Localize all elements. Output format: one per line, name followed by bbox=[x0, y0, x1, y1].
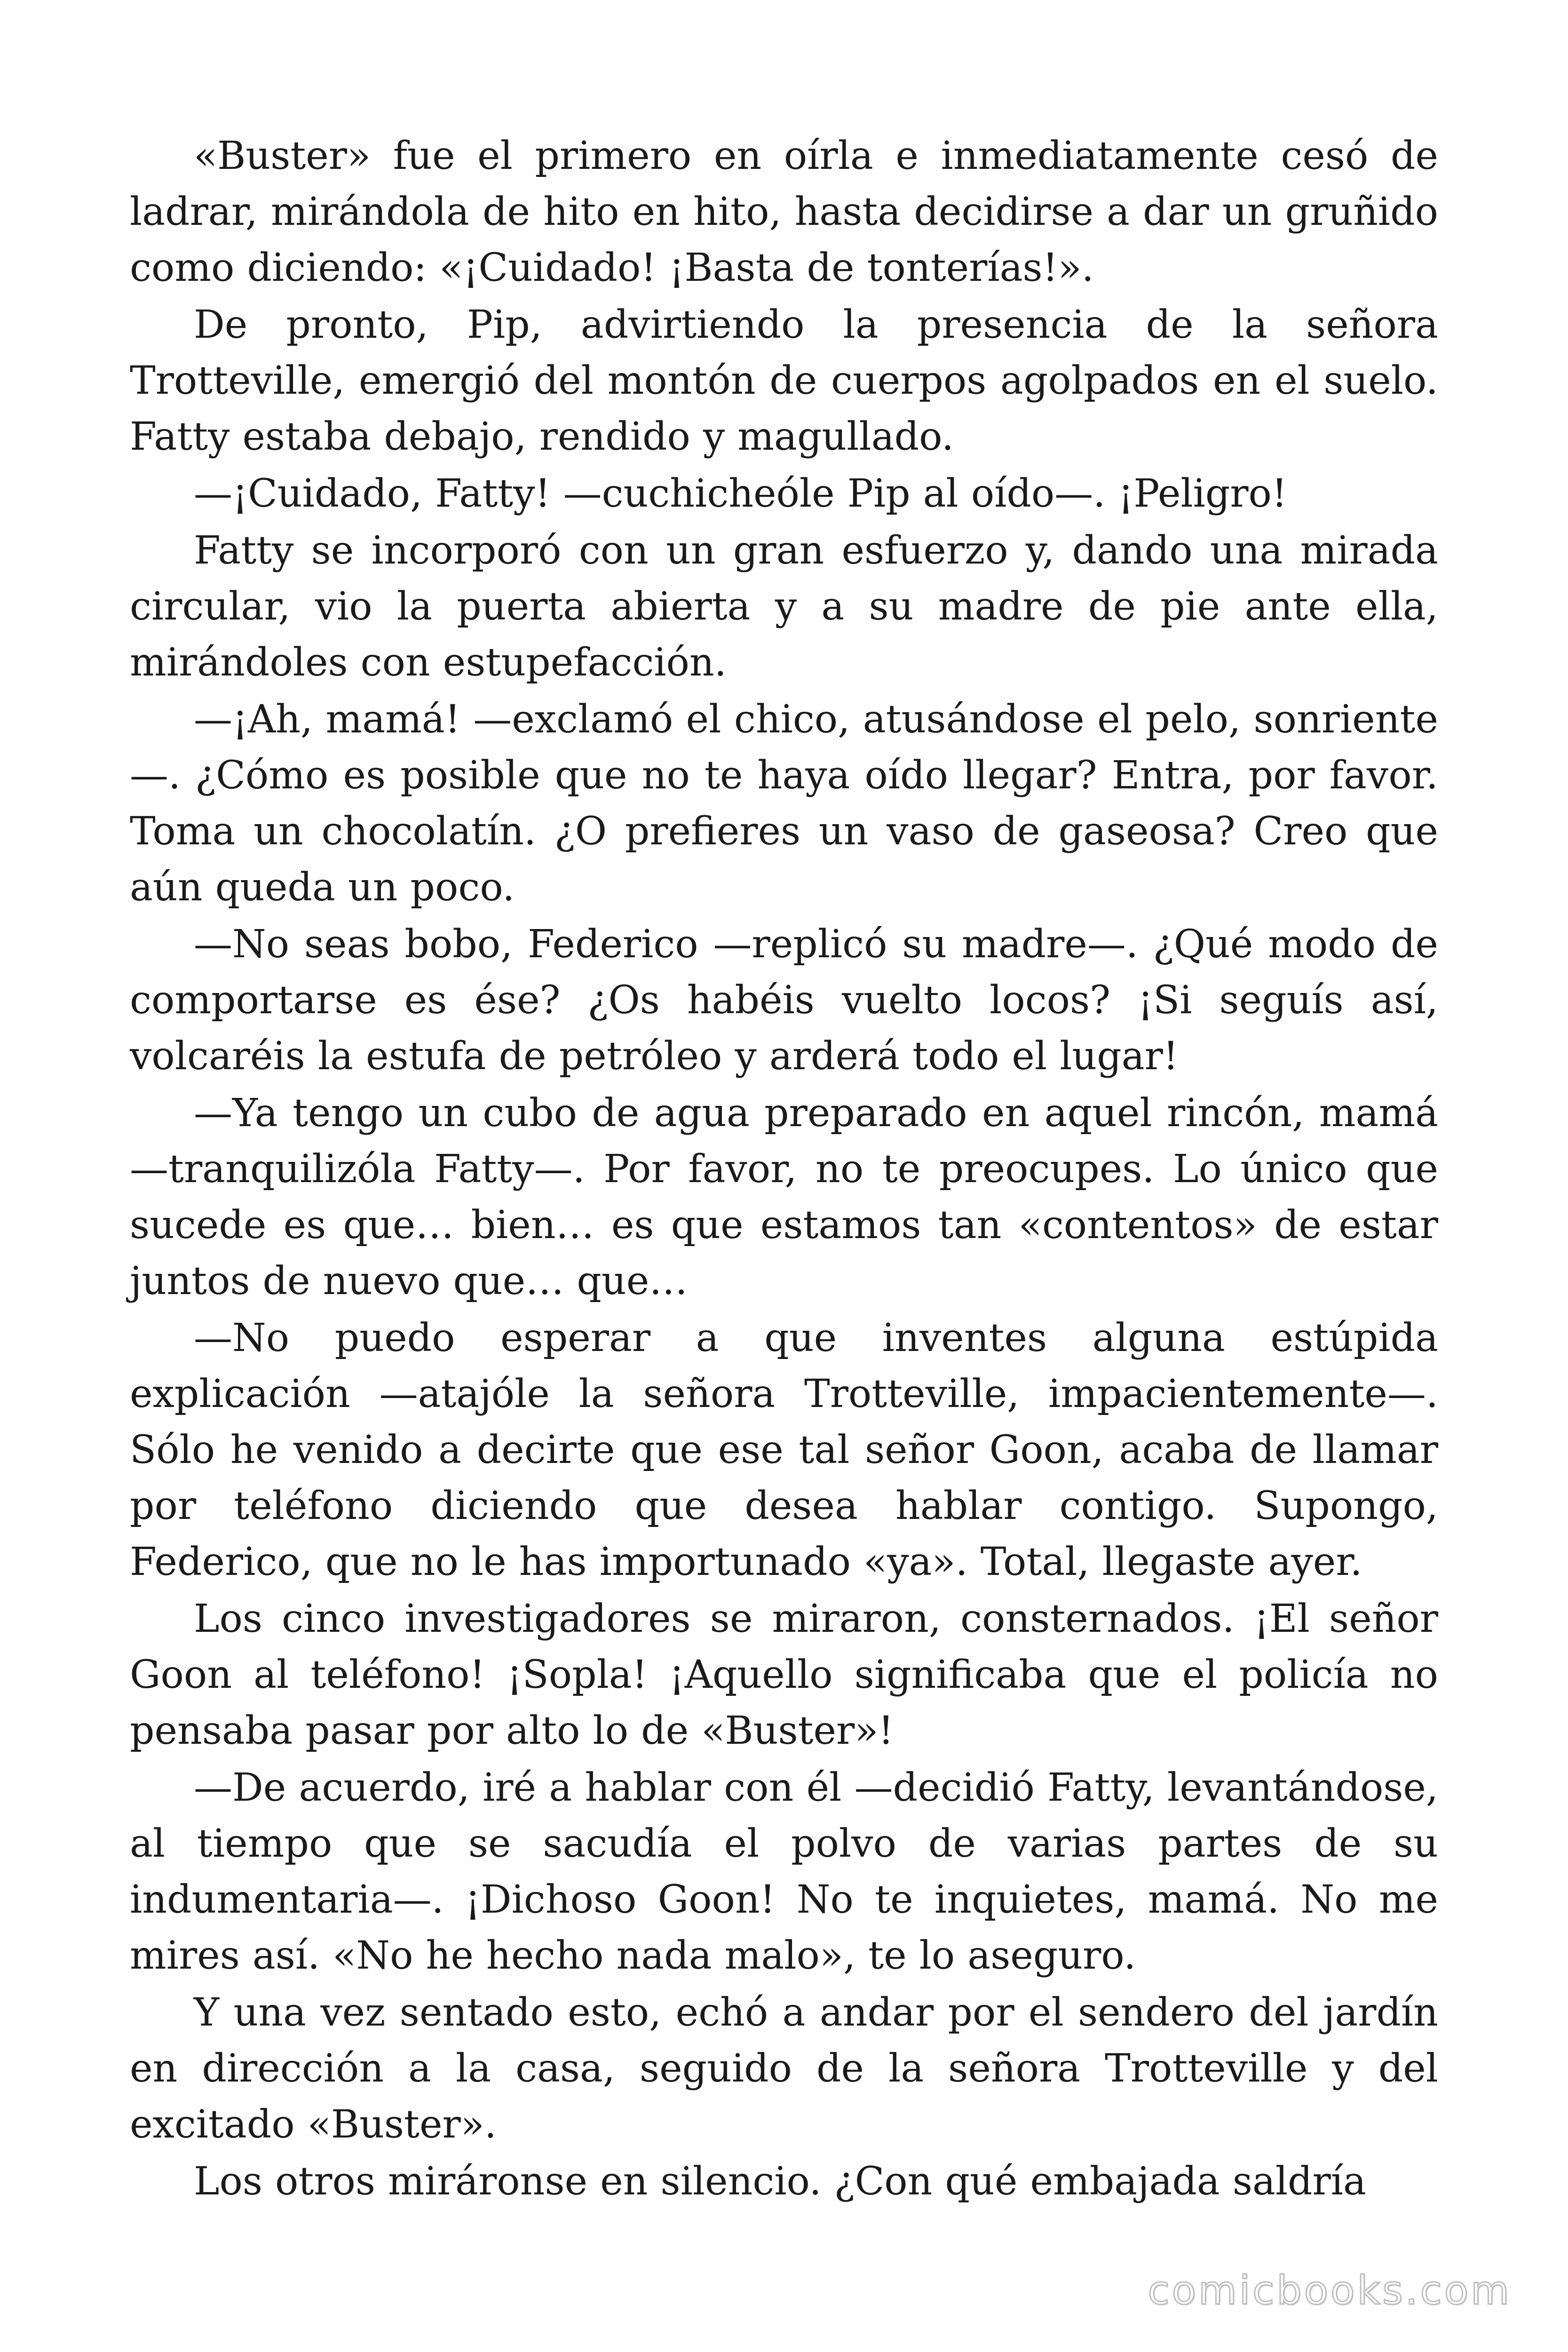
paragraph: Y una vez sentado esto, echó a andar por el sendero del jardín en dirección a la casa, seguido de la señora Trotteville y del excitado «Buster». bbox=[130, 1990, 1438, 2147]
paragraph: —De acuerdo, iré a hablar con él —decidió Fatty, levantándose, al tiempo que se sacudía el polvo de varias partes de su indumentaria—. ¡Dichoso Goon! No te inquietes, mamá. No me mires así. «No he hecho nada malo», te lo aseguro. bbox=[130, 1765, 1438, 1978]
paragraph: —¡Cuidado, Fatty! —cuchicheóle Pip al oído—. ¡Peligro! bbox=[194, 471, 1287, 516]
paragraph: —No puedo esperar a que inventes alguna estúpida explicación —atajóle la señora Trotteville, impacientemente—. Sólo he venido a decirte que ese tal señor Goon, acaba de llamar por teléfono diciendo que desea hablar contigo. Supongo, Federico, que no le has importunado «ya». Total, llegaste ayer. bbox=[130, 1316, 1438, 1584]
paragraph: —¡Ah, mamá! —exclamó el chico, atusándose el pelo, sonriente —. ¿Cómo es posible que no te haya oído llegar? Entra, por favor. Toma un chocolatín. ¿O prefieres un vaso de gaseosa? Creo que aún queda un poco. bbox=[130, 697, 1438, 910]
paragraph: De pronto, Pip, advirtiendo la presencia de la señora Trotteville, emergió del montón de cuerpos agolpados en el suelo. Fatty estaba debajo, rendido y magullado. bbox=[130, 302, 1438, 459]
watermark: comicbooks.com bbox=[1148, 2267, 1512, 2313]
paragraph: Los cinco investigadores se miraron, consternados. ¡El señor Goon al teléfono! ¡Sopla! ¡Aquello significaba que el policía no pensaba pasar por alto lo de «Buster»! bbox=[130, 1597, 1438, 1753]
paragraph: Los otros miráronse en silencio. ¿Con qué embajada saldría bbox=[194, 2159, 1366, 2204]
paragraph: Fatty se incorporó con un gran esfuerzo y, dando una mirada circular, vio la puerta abierta y a su madre de pie ante ella, mirándoles con estupefacción. bbox=[130, 528, 1438, 685]
paragraph: —No seas bobo, Federico —replicó su madre—. ¿Qué modo de comportarse es ése? ¿Os habéis vuelto locos? ¡Si seguís así, volcaréis la estufa de petróleo y arderá todo el lugar! bbox=[130, 922, 1438, 1079]
paragraph: —Ya tengo un cubo de agua preparado en aquel rincón, mamá —tranquilizóla Fatty—. Por favor, no te preocupes. Lo único que sucede es que… bien… es que estamos tan «contentos» de estar juntos de nuevo que… que… bbox=[130, 1091, 1438, 1303]
paragraph: «Buster» fue el primero en oírla e inmediatamente cesó de ladrar, mirándola de hito en hito, hasta decidirse a dar un gruñido como diciendo: «¡Cuidado! ¡Basta de tonterías!». bbox=[130, 134, 1438, 290]
body-text bbox=[130, 128, 1438, 2210]
